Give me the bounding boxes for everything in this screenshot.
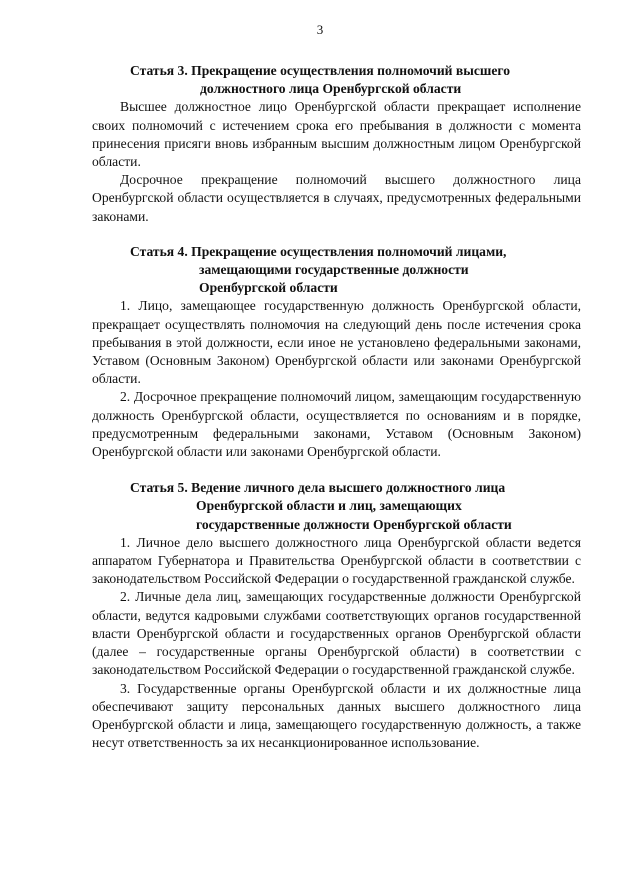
document-body bbox=[92, 62, 581, 752]
article-3 bbox=[92, 62, 581, 226]
page-number: 3 bbox=[316, 22, 324, 37]
article-3-heading-line-1: Статья 3. Прекращение осуществления полномочий высшего bbox=[130, 63, 511, 78]
article-5-heading bbox=[92, 479, 581, 534]
article-4-heading-line-1: Статья 4. Прекращение осуществления полномочий лицами, bbox=[130, 243, 507, 259]
article-4-heading bbox=[92, 243, 581, 298]
article-5-heading-line-2: Оренбургской области и лиц, замещающих bbox=[196, 498, 462, 514]
article-4 bbox=[92, 243, 581, 461]
article-3-paragraph-1: Высшее должностное лицо Оренбургской области прекращает исполнение своих полномочий с истечением срока его пребывания в должности с момента принесения присяги вновь избранным высшим должностным лицом Оренбургской области. bbox=[92, 99, 581, 170]
article-3-heading-line-2: должностного лица Оренбургской области bbox=[200, 81, 462, 97]
article-3-paragraph-2: Досрочное прекращение полномочий высшего должностного лица Оренбургской области осуществляется в случаях, предусмотренных федеральными законами. bbox=[92, 172, 581, 224]
article-5-heading-line-1: Статья 5. Ведение личного дела высшего должностного лица bbox=[130, 480, 506, 496]
article-5-heading-line-3: государственные должности Оренбургской области bbox=[196, 516, 512, 532]
article-4-heading-line-2: замещающими государственные должности bbox=[199, 262, 469, 278]
article-3-heading bbox=[92, 62, 581, 98]
article-5-paragraph-2: 2. Личные дела лиц, замещающих государственные должности Оренбургской области, ведутся кадровыми службами соответствующих органов государственной власти Оренбургской области и государственных органов Оренбургской области (далее – государственные органы Оренбургской области) в соответствии с законодательством Российской Федерации о государственной гражданской службе. bbox=[92, 589, 581, 678]
article-4-paragraph-2: 2. Досрочное прекращение полномочий лицом, замещающим государственную должность Оренбургской области, осуществляется по основаниям и в порядке, предусмотренным федеральными законами, Уставом (Основным Законом) Оренбургской области или законами Оренбургской области. bbox=[92, 389, 581, 460]
article-4-heading-line-3: Оренбургской области bbox=[199, 280, 338, 296]
article-5 bbox=[92, 479, 581, 752]
article-5-paragraph-3: 3. Государственные органы Оренбургской области и их должностные лица обеспечивают защиту персональных данных высшего должностного лица Оренбургской области и лица, замещающего государственную должность, а также несут ответственность за их несанкционированное использование. bbox=[92, 680, 581, 751]
article-5-paragraph-1: 1. Личное дело высшего должностного лица Оренбургской области ведется аппаратом Губернатора и Правительства Оренбургской области в соответствии с законодательством Российской Федерации о государственной гражданской службе. bbox=[92, 534, 581, 587]
article-4-paragraph-1: 1. Лицо, замещающее государственную должность Оренбургской области, прекращает осуществлять полномочия на следующий день после истечения срока пребывания в этой должности, если иное не установлено федеральными законами, Уставом (Основным Законом) Оренбургской области или законами Оренбургской области. bbox=[92, 298, 581, 387]
